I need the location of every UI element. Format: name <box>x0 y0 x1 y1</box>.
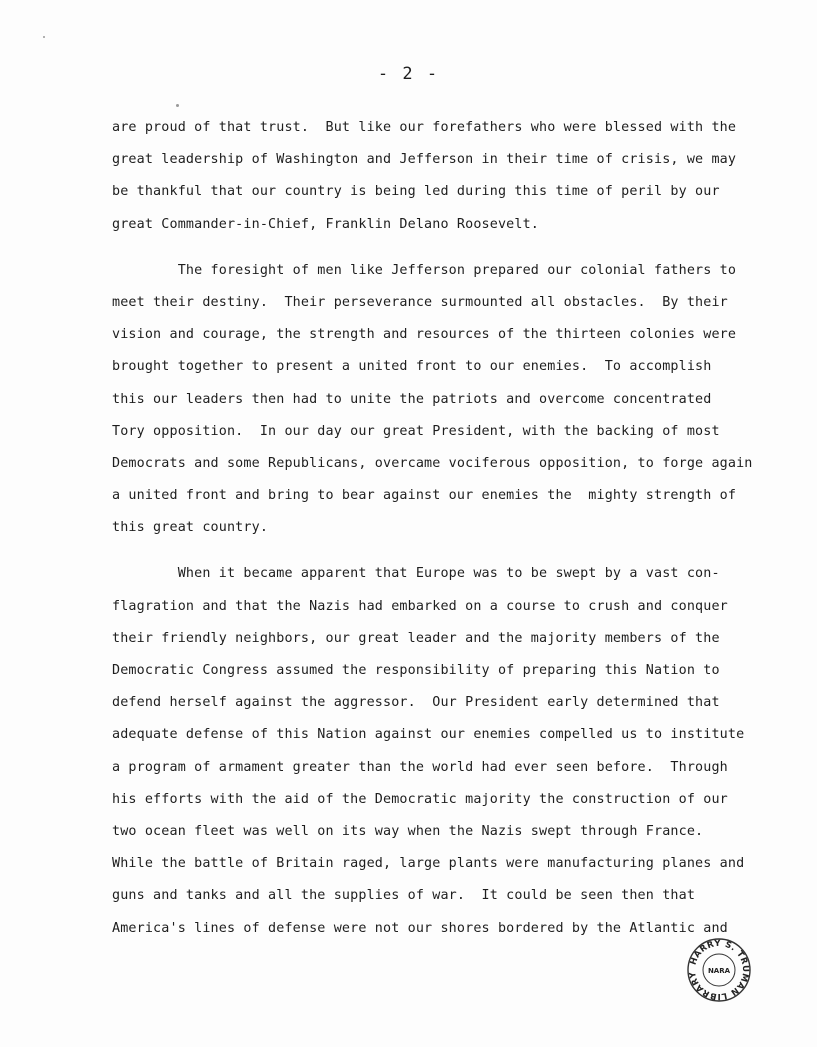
text-line: his efforts with the aid of the Democratic majority the construction of our <box>112 791 728 807</box>
text-line: be thankful that our country is being led during this time of peril by our <box>112 184 720 200</box>
text-line: Tory opposition. In our day our great President, with the backing of most <box>112 423 720 439</box>
paper-speck <box>43 36 45 38</box>
text-line: are proud of that trust. But like our forefathers who were blessed with the <box>112 120 737 135</box>
text-line: Democratic Congress assumed the responsibility of preparing this Nation to <box>112 663 720 678</box>
paragraph <box>112 558 752 944</box>
text-line: adequate defense of this Nation against our enemies compelled us to institute <box>112 727 745 743</box>
text-line: When it became apparent that Europe was to be swept by a vast con- <box>112 566 720 582</box>
text-line: meet their destiny. Their perseverance surmounted all obstacles. By their <box>112 294 728 310</box>
text-line: defend herself against the aggressor. Our President early determined that <box>112 695 720 711</box>
text-line: this great country. <box>112 520 269 536</box>
page-number: - 2 - <box>377 64 440 84</box>
stamp-center-text: NARA <box>707 967 731 975</box>
paper-speck <box>176 104 179 107</box>
text-line: a united front and bring to bear against our enemies the mighty strength of <box>112 488 737 504</box>
truman-library-stamp <box>686 937 752 1003</box>
paragraph <box>112 112 752 241</box>
text-line: flagration and that the Nazis had embarked on a course to crush and conquer <box>112 598 728 614</box>
paragraph <box>112 255 752 545</box>
text-line: vision and courage, the strength and resources of the thirteen colonies were <box>112 327 737 343</box>
text-line: this our leaders then had to unite the patriots and overcome concentrated <box>112 391 712 407</box>
text-line: The foresight of men like Jefferson prepared our colonial fathers to <box>112 262 737 278</box>
text-line: Democrats and some Republicans, overcame vociferous opposition, to forge again <box>112 455 753 471</box>
text-line: America's lines of defense were not our shores bordered by the Atlantic and <box>112 920 728 936</box>
text-line: a program of armament greater than the world had ever seen before. Through <box>112 759 728 775</box>
text-line: their friendly neighbors, our great leader and the majority members of the <box>112 630 720 646</box>
text-line: great Commander-in-Chief, Franklin Delano Roosevelt. <box>112 216 540 232</box>
text-line: two ocean fleet was well on its way when the Nazis swept through France. <box>112 823 704 839</box>
stamp-ring-text: HARRY S. TRUMAN LIBRARY <box>687 938 751 1002</box>
text-line: guns and tanks and all the supplies of war. It could be seen then that <box>112 888 696 904</box>
body-text <box>112 112 752 945</box>
text-line: brought together to present a united front to our enemies. To accomplish <box>112 359 712 375</box>
text-line: While the battle of Britain raged, large plants were manufacturing planes and <box>112 856 745 872</box>
text-line: great leadership of Washington and Jefferson in their time of crisis, we may <box>112 152 737 168</box>
